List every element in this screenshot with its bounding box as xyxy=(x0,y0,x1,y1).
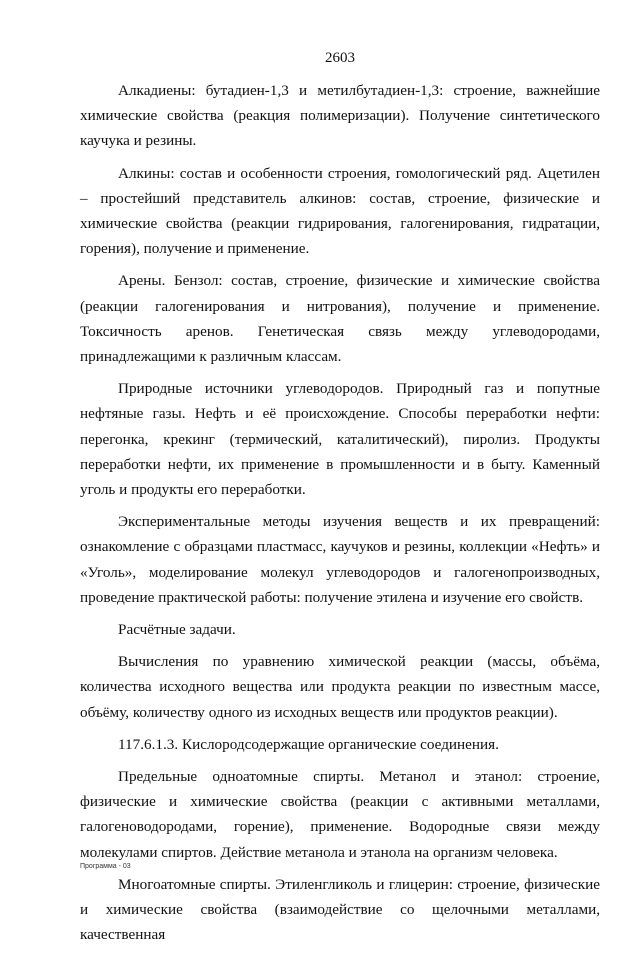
paragraph-calculation-tasks-heading: Расчётные задачи. xyxy=(118,621,236,639)
paragraph-monohydric-alcohols: Предельные одноатомные спирты. Метанол и этанол: строение, физические и химические свойства (реакции с активными металлами, галогеноводородами, горение), применение. Водородные связи между молекулами спиртов. Действие метанола и этанола на организм человека. xyxy=(80,768,600,861)
paragraph-experimental-methods: Экспериментальные методы изучения веществ и их превращений: ознакомление с образцами пластмасс, каучуков и резины, коллекции «Нефть» и «Уголь», моделирование молекул углеводородов и галогенопроизводных, проведение практической работы: получение этилена и изучение его свойств. xyxy=(80,513,600,606)
footer-label: Программа - 03 xyxy=(80,863,131,870)
paragraph-alkynes: Алкины: состав и особенности строения, гомологический ряд. Ацетилен – простейший представитель алкинов: состав, строение, физические и химические свойства (реакции гидрирования, галогенирования, гидратации, горения), получение и применение. xyxy=(80,164,600,258)
section-heading-oxygen-compounds: 117.6.1.3. Кислородсодержащие органические соединения. xyxy=(118,735,499,753)
paragraph-natural-sources: Природные источники углеводородов. Природный газ и попутные нефтяные газы. Нефть и её происхождение. Способы переработки нефти: перегонка, крекинг (термический, каталитический), пиролиз. Продукты переработки нефти, их применение в промышленности и в быту. Каменный уголь и продукты его переработки. xyxy=(80,380,600,499)
paragraph-calculations: Вычисления по уравнению химической реакции (массы, объёма, количества исходного вещества или продукта реакции по известным массе, объёму, количеству одного из исходных веществ или продуктов реакции). xyxy=(80,653,600,721)
paragraph-alkadienes: Алкадиены: бутадиен-1,3 и метилбутадиен-1,3: строение, важнейшие химические свойства (реакция полимеризации). Получение синтетического каучука и резины. xyxy=(80,82,600,150)
paragraph-arenes: Арены. Бензол: состав, строение, физические и химические свойства (реакции галогенирования и нитрования), получение и применение. Токсичность аренов. Генетическая связь между углеводородами, принадлежащими к различным классам. xyxy=(80,272,600,366)
page-number: 2603 xyxy=(325,50,355,66)
document-body xyxy=(80,78,600,955)
paragraph-polyhydric-alcohols: Многоатомные спирты. Этиленгликоль и глицерин: строение, физические и химические свойства (взаимодействие со щелочными металлами, качественная xyxy=(80,875,600,944)
